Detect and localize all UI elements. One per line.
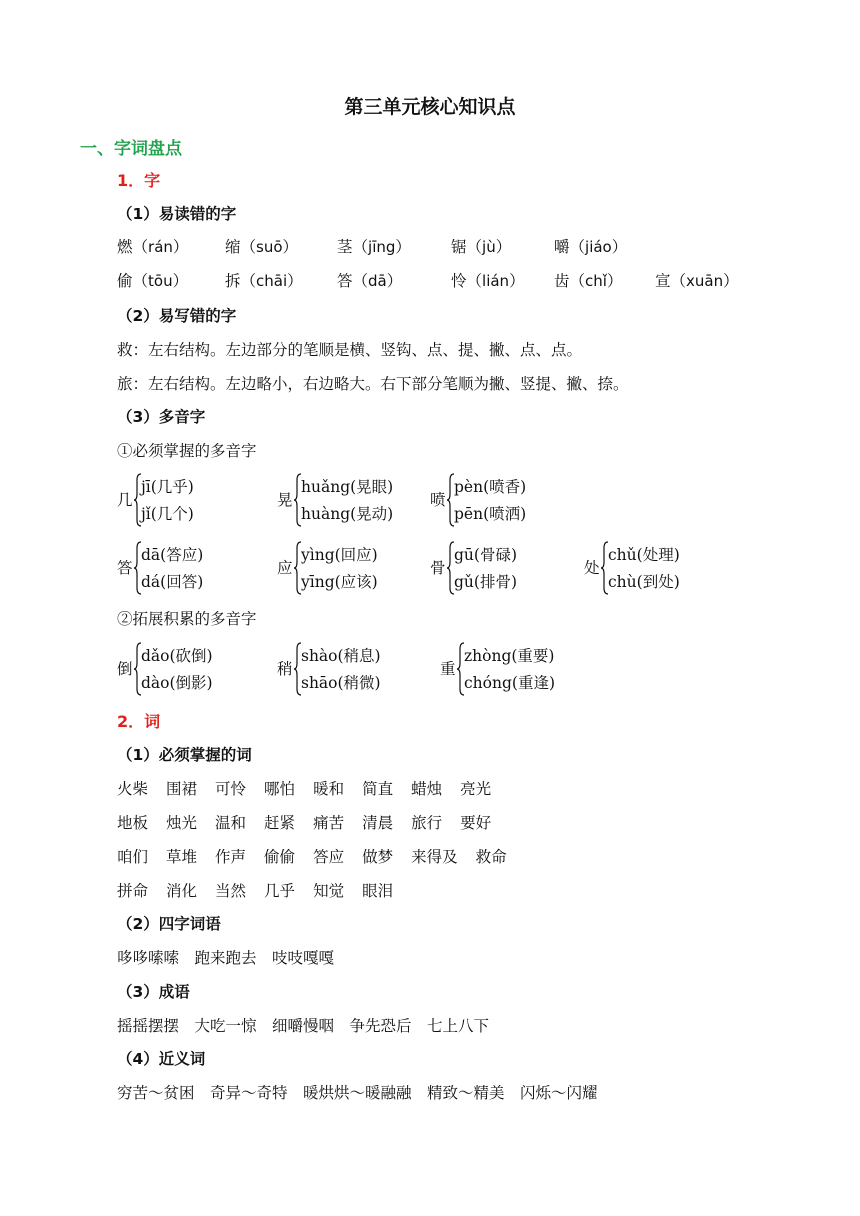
word: 亮光 (460, 780, 492, 798)
reading-2: yīng(应该) (301, 573, 378, 591)
four-char-heading: （2）四字词语 (117, 915, 221, 933)
word: 暖和 (313, 780, 345, 798)
reading-1: pèn(喷香) (454, 478, 527, 496)
word: 几乎 (264, 882, 296, 900)
polyphone-char: 晃 (277, 491, 293, 509)
word: 作声 (215, 848, 247, 866)
char-item: 锯（jù） (451, 238, 512, 256)
word: 当然 (215, 882, 247, 900)
word: 答应 (313, 848, 345, 866)
word: 救命 (475, 848, 507, 866)
reading-1: dā(答应) (141, 546, 204, 564)
idioms-line: 摇摇摆摆 大吃一惊 细嚼慢咽 争先恐后 七上八下 (117, 1017, 490, 1035)
page-title: 第三单元核心知识点 (344, 96, 516, 118)
polyphone-char: 应 (277, 559, 293, 577)
polyphone-must-label: ①必须掌握的多音字 (117, 442, 257, 460)
word-row-2 (117, 811, 509, 833)
word: 知觉 (313, 882, 345, 900)
char-item: 拆（chāi） (225, 272, 303, 290)
reading-1: shào(稍息) (301, 647, 381, 665)
word-row-4 (117, 879, 411, 901)
reading-2: gǔ(排骨) (454, 573, 517, 591)
polyphone-item (277, 472, 447, 528)
polyphone-item (277, 540, 447, 596)
polyphone-char: 重 (440, 660, 456, 678)
word: 火柴 (117, 780, 149, 798)
word-row-1 (117, 777, 509, 799)
section-heading: 一、字词盘点 (80, 139, 182, 159)
char-item: 齿（chǐ） (554, 272, 623, 290)
subsection-char: 1．字 (117, 171, 161, 190)
must-words-heading: （1）必须掌握的词 (117, 746, 252, 764)
word: 温和 (215, 814, 247, 832)
polyphone-heading: （3）多音字 (117, 408, 206, 426)
reading-1: dǎo(砍倒) (141, 647, 213, 665)
word-row-3 (117, 845, 525, 867)
word: 消化 (166, 882, 198, 900)
word: 地板 (117, 814, 149, 832)
subsection-word: 2．词 (117, 712, 161, 731)
reading-2: shāo(稍微) (301, 674, 381, 692)
idioms-heading: （3）成语 (117, 983, 190, 1001)
polyphone-item (430, 540, 600, 596)
synonyms-line: 穷苦～贫困 奇异～奇特 暖烘烘～暖融融 精致～精美 闪烁～闪耀 (117, 1084, 598, 1102)
polyphone-char: 骨 (430, 559, 446, 577)
polyphone-char: 倒 (117, 660, 133, 678)
polyphone-item (117, 472, 287, 528)
reading-1: chǔ(处理) (608, 546, 680, 564)
miswrite-line-1: 救：左右结构。左边部分的笔顺是横、竖钩、点、提、撇、点、点。 (117, 341, 583, 359)
word: 赶紧 (264, 814, 296, 832)
reading-2: chù(到处) (608, 573, 680, 591)
polyphone-char: 喷 (430, 491, 446, 509)
word: 偷偷 (264, 848, 296, 866)
word: 蜡烛 (411, 780, 443, 798)
word: 眼泪 (362, 882, 394, 900)
reading-1: yìng(回应) (301, 546, 378, 564)
char-item: 嚼（jiáo） (554, 238, 628, 256)
char-item: 缩（suō） (225, 238, 299, 256)
char-item: 宣（xuān） (655, 272, 739, 290)
char-item: 答（dā） (337, 272, 403, 290)
reading-1: zhòng(重要) (464, 647, 555, 665)
word: 做梦 (362, 848, 394, 866)
word: 围裙 (166, 780, 198, 798)
word: 哪怕 (264, 780, 296, 798)
reading-1: jī(几乎) (141, 478, 194, 496)
polyphone-extend-label: ②拓展积累的多音字 (117, 610, 257, 628)
polyphone-char: 几 (117, 491, 133, 509)
polyphone-item (117, 641, 287, 697)
reading-2: chóng(重逢) (464, 674, 555, 692)
misread-heading: （1）易读错的字 (117, 205, 237, 223)
polyphone-char: 答 (117, 559, 133, 577)
synonyms-heading: （4）近义词 (117, 1050, 206, 1068)
reading-2: dào(倒影) (141, 674, 213, 692)
word: 烛光 (166, 814, 198, 832)
word: 旅行 (411, 814, 443, 832)
polyphone-item (430, 472, 600, 528)
char-item: 怜（lián） (451, 272, 525, 290)
char-item: 燃（rán） (117, 238, 189, 256)
word: 咱们 (117, 848, 149, 866)
reading-2: pēn(喷洒) (454, 505, 527, 523)
miswrite-heading: （2）易写错的字 (117, 307, 237, 325)
word: 简直 (362, 780, 394, 798)
miswrite-line-2: 旅：左右结构。左边略小，右边略大。右下部分笔顺为撇、竖提、撇、捺。 (117, 375, 629, 393)
reading-1: huǎng(晃眼) (301, 478, 394, 496)
polyphone-item (440, 641, 610, 697)
word: 要好 (460, 814, 492, 832)
reading-2: jǐ(几个) (141, 505, 194, 523)
word: 拼命 (117, 882, 149, 900)
word: 可怜 (215, 780, 247, 798)
polyphone-char: 处 (584, 559, 600, 577)
reading-2: dá(回答) (141, 573, 204, 591)
reading-1: gū(骨碌) (454, 546, 517, 564)
char-item: 茎（jīng） (337, 238, 411, 256)
reading-2: huàng(晃动) (301, 505, 394, 523)
char-item: 偷（tōu） (117, 272, 189, 290)
polyphone-char: 稍 (277, 660, 293, 678)
four-char-line: 哆哆嗦嗦 跑来跑去 吱吱嘎嘎 (117, 949, 335, 967)
polyphone-item (277, 641, 447, 697)
word: 来得及 (411, 848, 458, 866)
word: 清晨 (362, 814, 394, 832)
word: 痛苦 (313, 814, 345, 832)
word: 草堆 (166, 848, 198, 866)
polyphone-item (584, 540, 754, 596)
polyphone-item (117, 540, 287, 596)
